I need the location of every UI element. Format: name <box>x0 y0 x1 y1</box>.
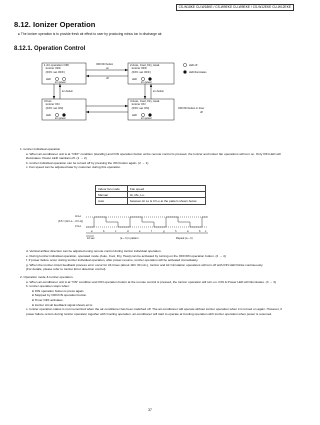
table-cell: between Hi Lo & Cl Lo at the pattern shown below <box>128 198 206 204</box>
pattern-lines <box>58 209 228 247</box>
ionizer-individual-section <box>20 147 284 170</box>
pattern-step: f <box>151 229 152 233</box>
state-box-3-led-label: LED <box>46 113 51 117</box>
para-2a: a. When air-conditioner unit is at "ON" condition and ION operation button at the remote control is pressed, the Ionizer operation will turn on. ION & Power LED will illuminates. (3 → 4) <box>26 279 276 284</box>
right-arrow-label: ion button <box>153 90 164 93</box>
state-box-4-text: 4 Auto, Cool, Dry, Heat Ionizer ON (ION: set ON) <box>130 99 160 110</box>
pattern-step: e <box>139 229 141 233</box>
top-arrow-on: on <box>106 66 109 70</box>
para-1: 1. Ionizer individual operation <box>20 147 61 151</box>
para-1e: e. During Ionizer individual operation, operated mode (Auto, Cool, Dry, Heat) can be activated by turning on the OFF/ON operation button. (2 → 4) <box>26 253 226 258</box>
top-arrow-label: OFF/ON button <box>96 63 114 66</box>
pattern-step: c <box>115 229 117 233</box>
model-header: CS-W18KE CU-W18KE / CS-W9EKE CU-W9EKE / CS-W12EKE CU-W12EKE <box>176 4 294 11</box>
table-header-cell: Fan speed <box>128 186 206 192</box>
state-box-3-ion-power: ion power <box>55 117 66 120</box>
pattern-step: h <box>175 229 177 233</box>
section-intro-text: The Ionizer operation is to provide fresh air effect to user by producing minus ion in discharge air. <box>20 32 163 36</box>
auto-fan-pattern-diagram <box>58 209 228 247</box>
para-1g: g. When the Ionizer circuit feedback process error occur for 24 times (about 11hr 30 min.), Ionizer and Air Circulation operations will turn off with ION LED blinks continuously. <box>26 262 264 267</box>
bullet-icon: ● <box>18 32 21 36</box>
operation-state-diagram <box>40 61 260 126</box>
page-number: 37 <box>148 408 152 412</box>
state-box-1-led-label: LED <box>46 77 51 81</box>
left-arrow-label: ion button <box>62 90 73 93</box>
pattern-note-left: (a ~ h) 1 pattern <box>120 237 139 240</box>
para-1f: f. If power failure occur during Ionizer individual operation, after power resume, Ionizer operation will be activated immediately. <box>26 258 199 263</box>
state-box-4-ion-power: ion power <box>141 117 152 120</box>
para-1b: b. Ionizer individual operation can be turned off by pressing the ION button again. (2 → 1) <box>26 160 149 165</box>
para-1a: a. When air-conditioner unit is at "OFF" condition (standby) and ION operation button at the remote control is pressed, the Ionizer and indoor fan operations will turn on. Only ION LED will illuminates. Power LED maintain off. (1 → 2) <box>26 151 281 161</box>
bottom-arrow-label: OFF/ON button or timer <box>178 107 205 110</box>
legend-led-off: LED off <box>189 63 198 67</box>
pattern-step: b <box>199 229 201 233</box>
section-intro <box>18 32 162 36</box>
list-item: ● Stopped by OFF/ON operation button. <box>32 293 88 298</box>
pattern-step: a <box>91 229 93 233</box>
pattern-note-right: Repeat (a ~ h) <box>176 237 193 240</box>
para-1g-note: (For details, please refer to Ionizer Error detection control) <box>26 267 106 272</box>
pattern-step: d <box>127 229 129 233</box>
pattern-y-low: Cl Lo <box>75 224 82 228</box>
pattern-step: a <box>187 229 189 233</box>
fan-speed-table <box>95 185 206 205</box>
para-2b: b. Ionizer operation stops when: <box>26 284 70 289</box>
list-item: ● ION operation button is press again. <box>32 288 85 293</box>
state-box-4-led-label: LED <box>132 113 137 117</box>
table-cell: Manual <box>96 192 128 198</box>
state-box-2-ion-power: ion power <box>141 81 152 84</box>
table-cell: Hi, Me, Lo- <box>128 192 206 198</box>
para-2: 2. Operation mode & Ionizer operation. <box>20 274 74 279</box>
bottom-arrow-off: off <box>200 111 203 114</box>
list-item: ● Ionizer circuit feedback signal shows error. <box>32 302 94 307</box>
led-on-icon <box>183 70 186 73</box>
led-off-icon <box>183 63 186 66</box>
top-arrow-off: off <box>106 76 109 80</box>
state-box-2-text: 2 Auto, Cool, Dry, Heat Ionizer OFF (ION: set OFF) <box>130 63 160 74</box>
pattern-step: c <box>205 229 207 233</box>
para-1d: d. Vertical airflow direction can be adjusted using remote control during Ionizer individual operation. <box>26 249 162 253</box>
pattern-step: g <box>163 229 165 233</box>
pattern-y-high: Hi Lo <box>75 214 82 218</box>
state-box-2-led-label: LED <box>132 77 137 81</box>
legend-led-on: LED illuminates <box>189 70 207 74</box>
table-row <box>96 198 206 204</box>
table-cell: Auto <box>96 198 128 204</box>
pattern-y-mid: (0.5 × (Hi Lo − Cl Lo)) <box>58 219 84 223</box>
state-box-1-ion-power: ion power <box>55 81 66 84</box>
para-2c: c. Ionizer operation status is not memorized when the air-conditioner has been switched off. The air-conditioner will operate without ionizer operation when it is turned on again. However, if power failure occurs during Ionizer operation together with Cooling operation, air-conditioner will start to operate at Cooling operation with Ionizer operation when power is resumed. <box>26 307 282 316</box>
table-header-cell: Indoor fan mode <box>96 186 128 192</box>
subsection-title: 8.12.1. Operation Control <box>14 46 86 52</box>
para-1c: c. Fan speed can be adjusted later by customer during this operation. <box>26 165 121 170</box>
ionizer-individual-section-cont <box>20 249 284 316</box>
state-box-1-text: 1 Air operation OFF Ionizer OFF (ION: set OFF) <box>44 63 70 74</box>
section-title: 8.12. Ionizer Operation <box>14 20 96 29</box>
list-item: ● Timer OFF activates. <box>32 297 64 302</box>
state-box-3-text: 3 Fan Ionizer ON (ION: set ON) <box>44 99 64 110</box>
pattern-step: b <box>103 229 105 233</box>
pattern-period: 10 sec <box>87 237 95 240</box>
